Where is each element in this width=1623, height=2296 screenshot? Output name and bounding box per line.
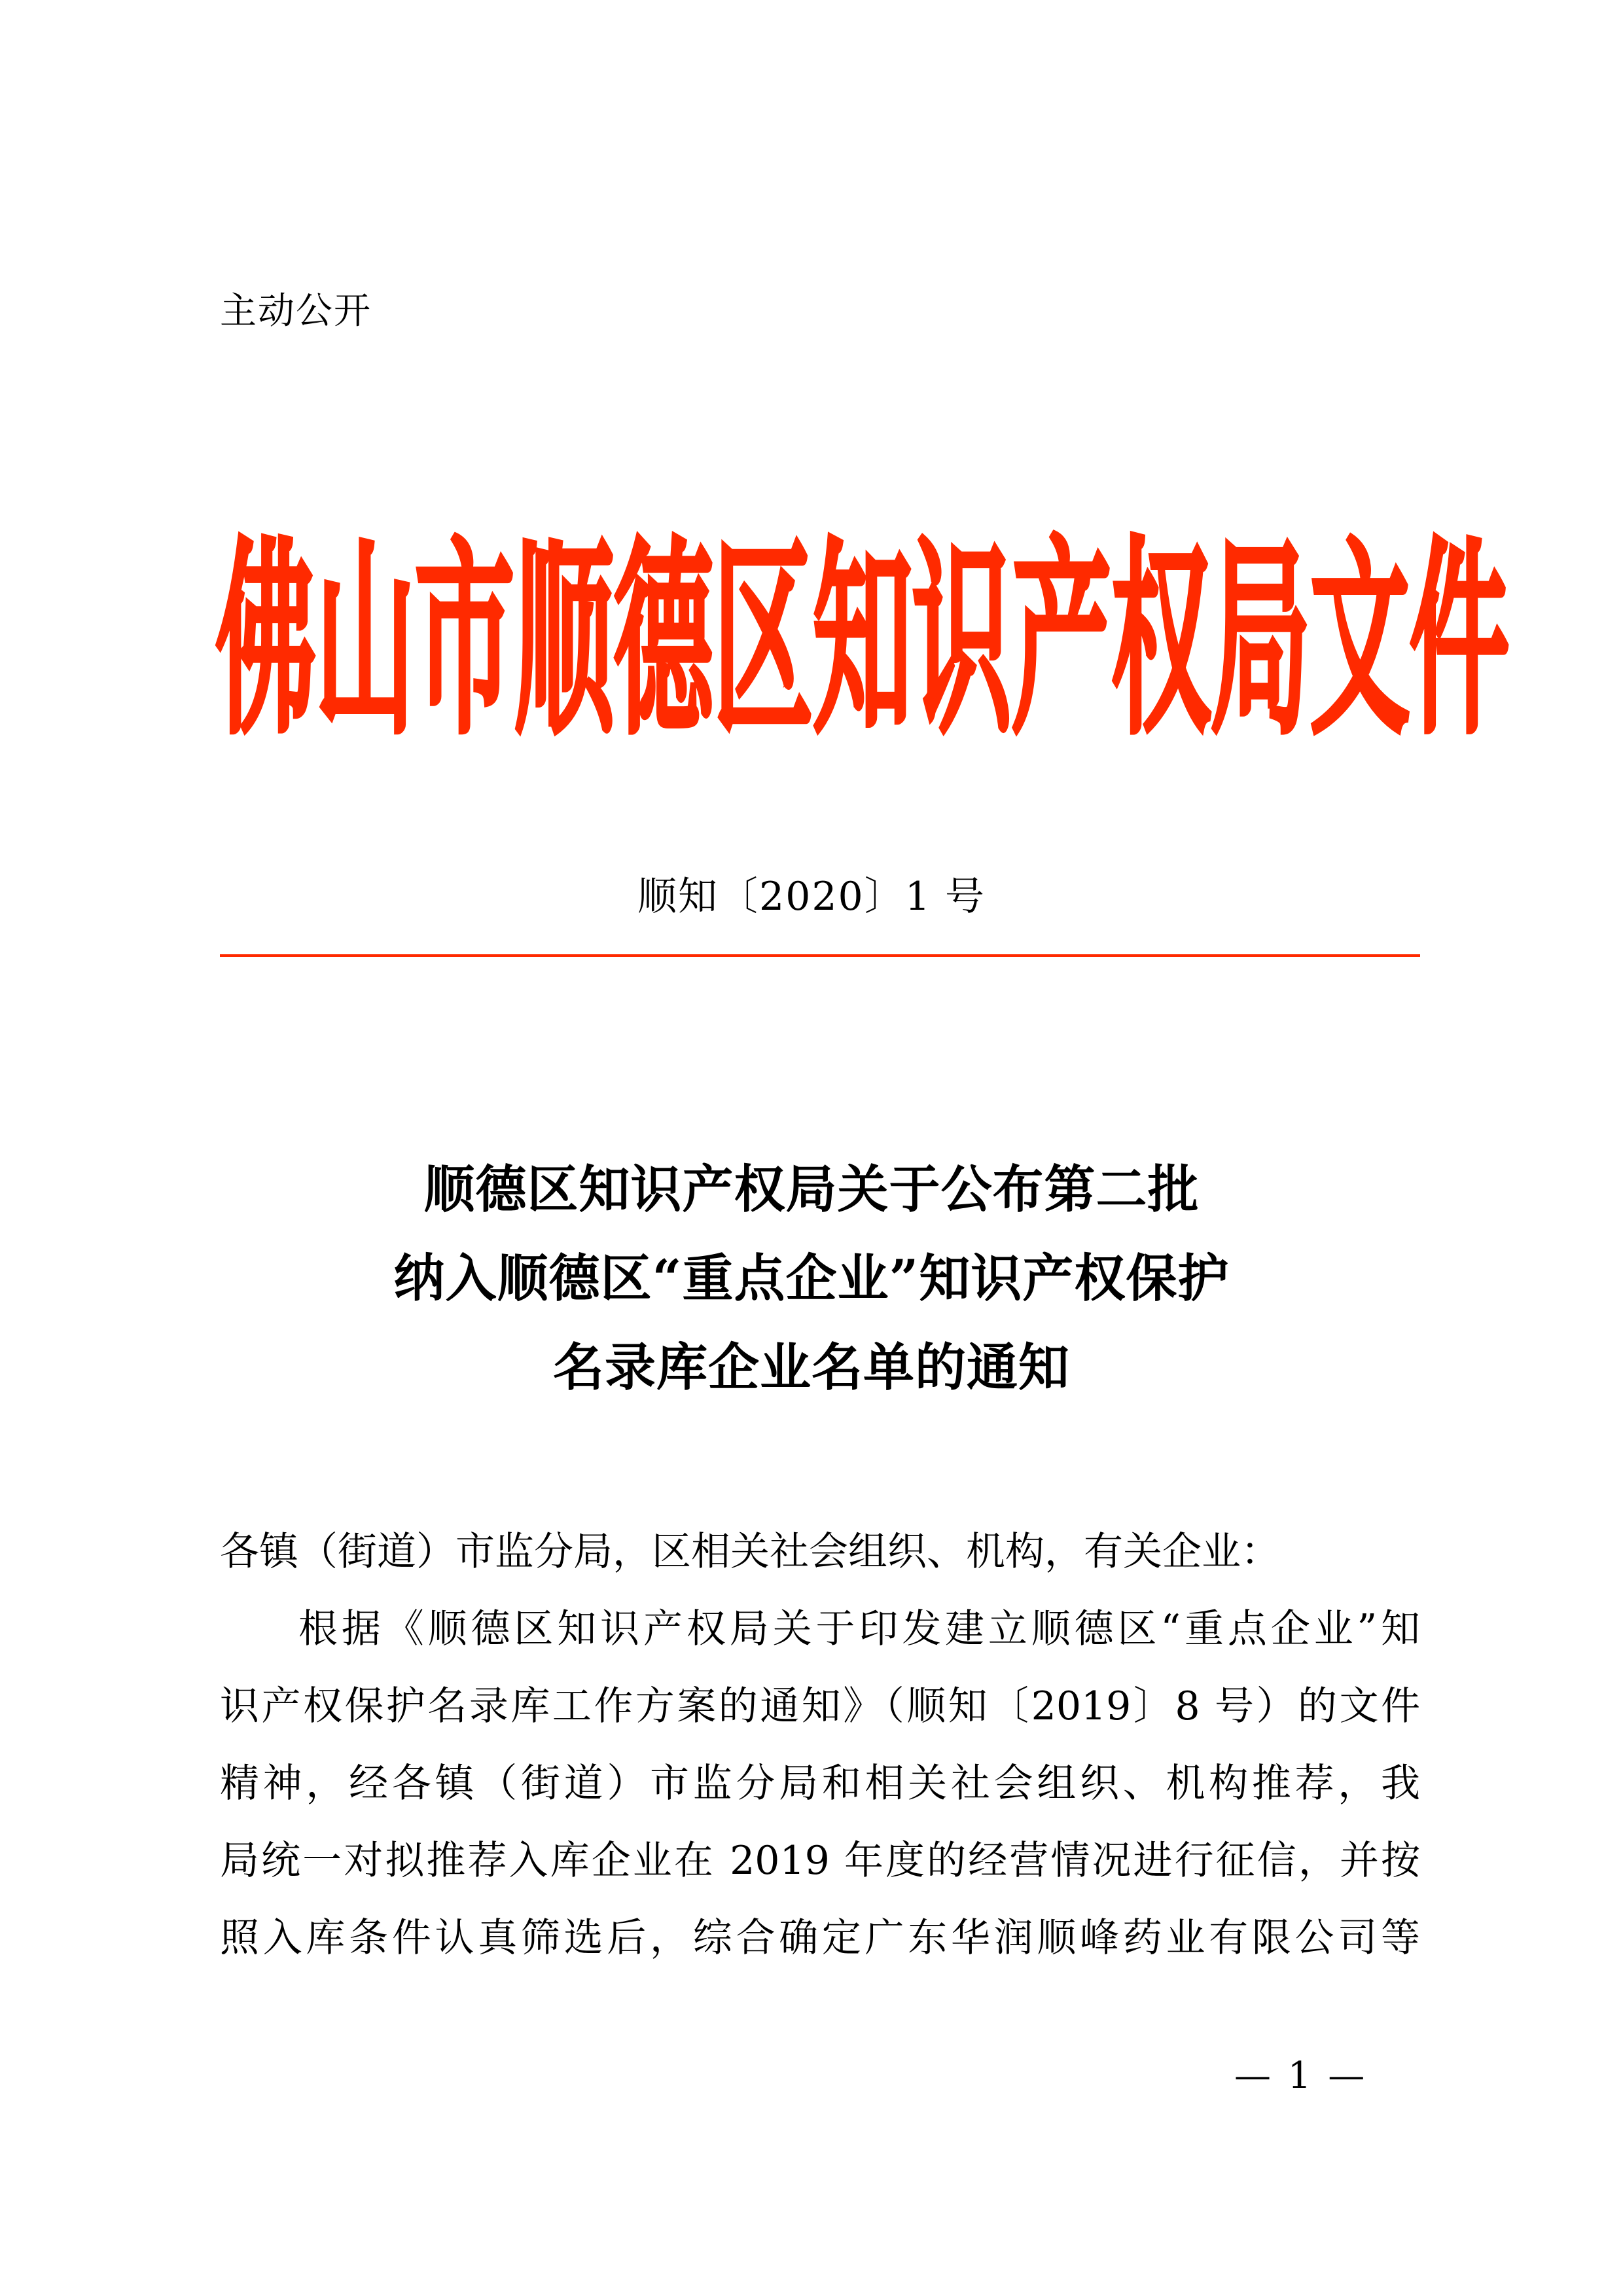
body-line: 局统一对拟推荐入库企业在 2019 年度的经营情况进行征信，并按 bbox=[220, 1838, 1420, 1884]
disclosure-label: 主动公开 bbox=[220, 290, 372, 332]
body-line: 精神，经各镇（街道）市监分局和相关社会组织、机构推荐，我 bbox=[220, 1761, 1420, 1806]
document-title bbox=[0, 1145, 1623, 1412]
masthead-char: 山 bbox=[315, 519, 415, 762]
masthead-char: 文 bbox=[1310, 519, 1410, 762]
red-divider bbox=[220, 954, 1420, 957]
masthead-char: 顺 bbox=[514, 519, 614, 762]
title-line: 顺德区知识产权局关于公布第二批 bbox=[423, 1160, 1200, 1219]
masthead-char: 佛 bbox=[216, 519, 315, 762]
title-line: 纳入顺德区“重点企业”知识产权保护 bbox=[393, 1249, 1230, 1308]
masthead-char: 区 bbox=[713, 519, 813, 762]
masthead-title bbox=[216, 519, 1509, 762]
document-number: 顺知〔2020〕1 号 bbox=[637, 874, 986, 920]
document-body bbox=[220, 1513, 1420, 1977]
masthead-char: 知 bbox=[813, 519, 912, 762]
body-line: 根据《顺德区知识产权局关于印发建立顺德区“重点企业”知 bbox=[298, 1606, 1420, 1652]
title-line: 名录库企业名单的通知 bbox=[552, 1338, 1070, 1397]
salutation: 各镇（街道）市监分局，区相关社会组织、机构，有关企业： bbox=[220, 1529, 1280, 1575]
masthead-char: 权 bbox=[1111, 519, 1211, 762]
body-line: 照入库条件认真筛选后，综合确定广东华润顺峰药业有限公司等 bbox=[220, 1915, 1420, 1961]
masthead-char: 德 bbox=[614, 519, 713, 762]
masthead-char: 产 bbox=[1012, 519, 1111, 762]
masthead-char: 识 bbox=[912, 519, 1012, 762]
masthead-char: 市 bbox=[415, 519, 514, 762]
masthead-char: 局 bbox=[1211, 519, 1310, 762]
masthead-char: 件 bbox=[1410, 519, 1509, 762]
page-number: — 1 — bbox=[1234, 2054, 1368, 2097]
body-line: 识产权保护名录库工作方案的通知》（顺知〔2019〕8 号）的文件 bbox=[220, 1683, 1420, 1729]
